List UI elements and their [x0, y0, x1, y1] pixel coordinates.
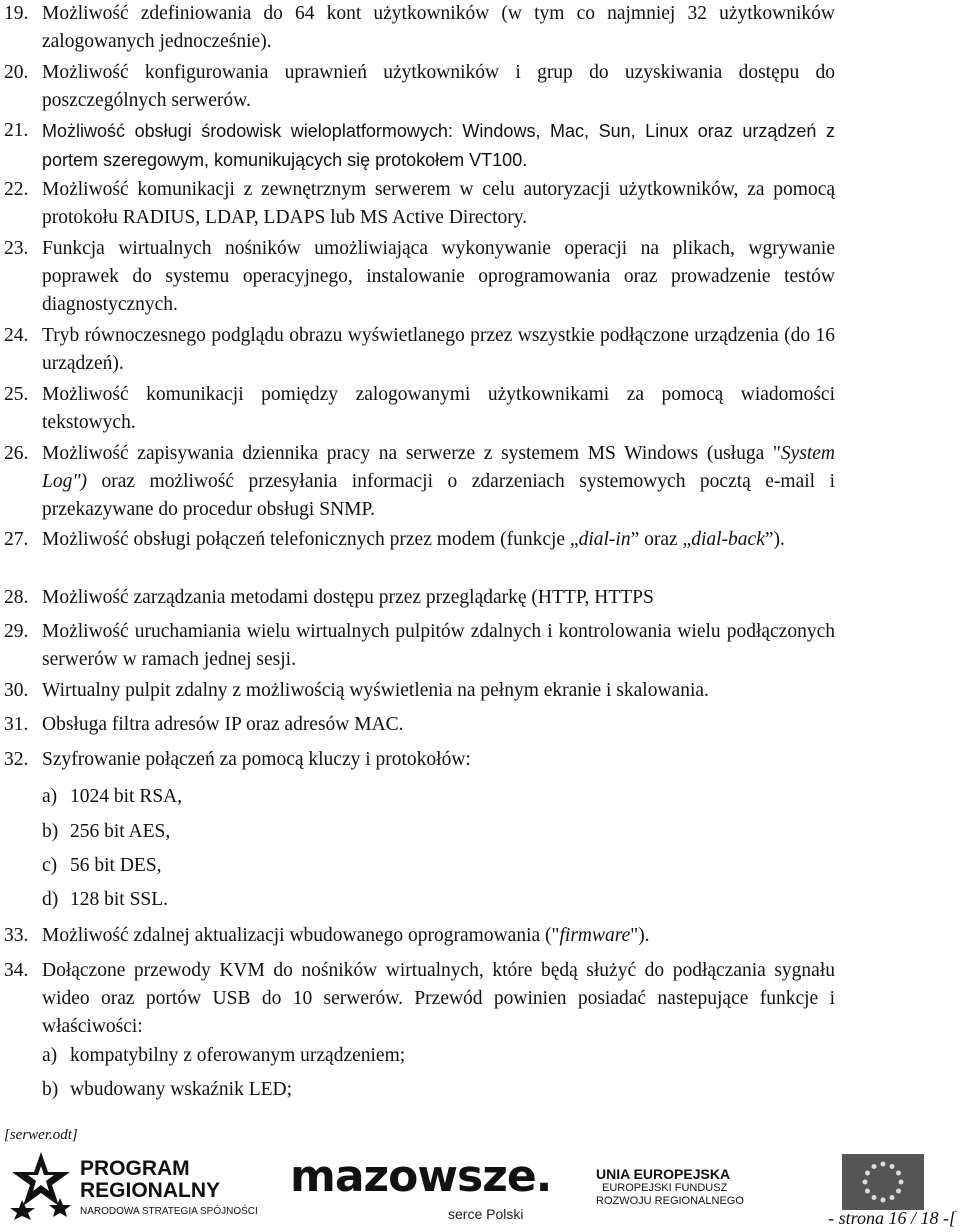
sub-item-text: 1024 bit RSA,	[70, 786, 183, 807]
item-number: 26.	[4, 443, 29, 464]
item-text	[42, 440, 835, 524]
item-text: Możliwość komunikacji pomiędzy zalogowanymi użytkownikami za pomocą wiadomości tekstowych.	[42, 384, 835, 433]
item-text: Wirtualny pulpit zdalny z możliwością wyświetlenia na pełnym ekranie i skalowania.	[42, 680, 709, 701]
sub-item-letter: b)	[42, 821, 59, 842]
sub-item	[42, 818, 170, 846]
sub-item-text: kompatybilny z oferowanym urządzeniem;	[70, 1045, 406, 1066]
item-text-part: ").	[630, 925, 650, 946]
item-text: Tryb równoczesnego podglądu obrazu wyświetlanego przez wszystkie podłączone urządzenia (do 16 urządzeń).	[42, 325, 835, 374]
sub-item	[42, 1076, 292, 1104]
sub-item-letter: a)	[42, 786, 58, 807]
item-text-part: oraz możliwość przesyłania informacji o zdarzeniach systemowych pocztą e-mail i przekazywane do procedur obsługi SNMP.	[42, 471, 835, 520]
item-text-italic: System Log")	[42, 443, 835, 492]
item-number: 30.	[4, 680, 29, 701]
logo1-line1: PROGRAM	[80, 1157, 190, 1180]
sub-item-text: 128 bit SSL.	[70, 889, 169, 910]
item-number: 33.	[4, 925, 29, 946]
logo1-line2: REGIONALNY	[80, 1179, 221, 1202]
mazowsze-wordmark: mazowsze.	[290, 1151, 552, 1202]
ue-logo	[596, 1166, 816, 1216]
item-text: Szyfrowanie połączeń za pomocą kluczy i protokołów:	[42, 749, 471, 770]
item-number: 25.	[4, 384, 29, 405]
item-text	[42, 117, 835, 175]
sub-item	[42, 783, 182, 811]
sub-item-text: 56 bit DES,	[70, 855, 162, 876]
item-text-italic: dial-back	[691, 529, 765, 550]
item-number: 20.	[4, 62, 29, 83]
item-text-italic: dial-in	[578, 529, 631, 550]
item-number: 29.	[4, 621, 29, 642]
logo1-line3: NARODOWA STRATEGIA SPÓJNOŚCI	[80, 1206, 258, 1217]
eu-stars-icon	[842, 1154, 924, 1210]
item-number: 32.	[4, 749, 29, 770]
item-text-part: Możliwość obsługi połączeń telefonicznych przez modem (funkcje „	[42, 529, 579, 550]
sub-item-text: 256 bit AES,	[70, 821, 171, 842]
sub-item-letter: b)	[42, 1079, 59, 1100]
item-number: 21.	[4, 120, 29, 141]
mazowsze-logo	[290, 1152, 550, 1226]
item-text-part: ” oraz „	[630, 529, 692, 550]
sub-item	[42, 1042, 405, 1070]
item-text-italic: firmware	[559, 925, 631, 946]
mazowsze-tagline: serce Polski	[448, 1206, 524, 1222]
item-number: 19.	[4, 3, 29, 24]
item-number: 34.	[4, 960, 29, 981]
page-number: - strona 16 / 18 -[	[828, 1208, 956, 1228]
item-number: 31.	[4, 714, 29, 735]
item-number: 23.	[4, 238, 29, 259]
sub-item-text: wbudowany wskaźnik LED;	[70, 1079, 293, 1100]
item-text: Możliwość uruchamiania wielu wirtualnych pulpitów zdalnych i kontrolowania wielu podłączonych serwerów w ramach jednej sesji.	[42, 621, 835, 670]
item-text-part: Możliwość zapisywania dziennika pracy na serwerze z systemem MS Windows (usługa "	[42, 443, 781, 464]
item-text: Możliwość konfigurowania uprawnień użytkowników i grup do uzyskiwania dostępu do poszczególnych serwerów.	[42, 62, 835, 111]
stars-emblem-icon	[10, 1150, 72, 1220]
sub-item-letter: c)	[42, 855, 58, 876]
file-tag: [serwer.odt]	[4, 1127, 78, 1143]
ue-line3: ROZWOJU REGIONALNEGO	[596, 1195, 744, 1207]
item-text: Funkcja wirtualnych nośników umożliwiająca wykonywanie operacji na plikach, wgrywanie poprawek do systemu operacyjnego, instalowanie oprogramowania oraz prowadzenie testów diagnostycznych.	[42, 238, 835, 315]
item-text-span: Możliwość obsługi środowisk wieloplatformowych: Windows, Mac, Sun, Linux oraz urządzeń z portem szeregowym, komunikujących się protokołem VT100.	[42, 121, 835, 170]
eu-flag-icon	[842, 1154, 924, 1210]
item-text-part: Możliwość zdalnej aktualizacji wbudowanego oprogramowania ("	[42, 925, 560, 946]
item-text: Możliwość zarządzania metodami dostępu przez przeglądarkę (HTTP, HTTPS	[42, 587, 654, 608]
item-text-part: ”).	[764, 529, 785, 550]
item-text: Możliwość komunikacji z zewnętrznym serwerem w celu autoryzacji użytkowników, za pomocą protokołu RADIUS, LDAP, LDAPS lub MS Active Directory.	[42, 179, 835, 228]
item-text: Możliwość zdefiniowania do 64 kont użytkowników (w tym co najmniej 32 użytkowników zalogowanych jednocześnie).	[42, 3, 835, 52]
sub-item	[42, 886, 168, 914]
program-regionalny-logo	[10, 1150, 258, 1222]
item-text: Obsługa filtra adresów IP oraz adresów MAC.	[42, 714, 404, 735]
item-number: 22.	[4, 179, 29, 200]
item-text	[42, 526, 835, 554]
item-number: 27.	[4, 529, 29, 550]
item-text: Dołączone przewody KVM do nośników wirtualnych, które będą służyć do podłączania sygnału wideo oraz portów USB do 10 serwerów. Przewód powinien posiadać nastepujące funkcje i właściwości:	[42, 960, 835, 1037]
item-number: 28.	[4, 587, 29, 608]
sub-item-letter: d)	[42, 889, 59, 910]
sub-item	[42, 852, 162, 880]
item-text	[42, 922, 835, 950]
item-number: 24.	[4, 325, 29, 346]
footer-logos	[0, 1146, 960, 1232]
ue-line2: EUROPEJSKI FUNDUSZ	[602, 1182, 728, 1194]
sub-item-letter: a)	[42, 1045, 58, 1066]
ue-line1: UNIA EUROPEJSKA	[596, 1166, 731, 1182]
